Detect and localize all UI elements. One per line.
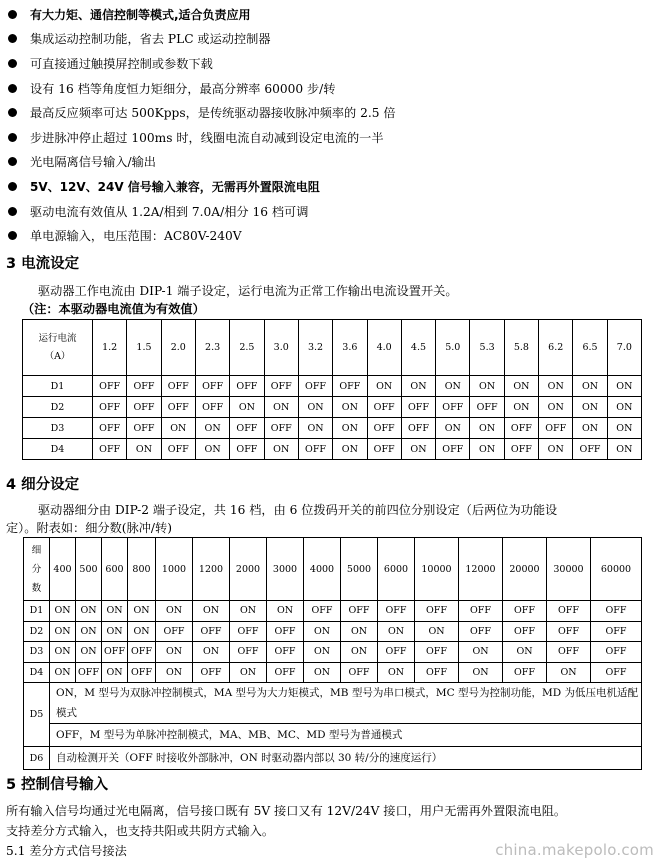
switch-cell: OFF [415, 601, 459, 622]
switch-cell: OFF [193, 621, 230, 642]
switch-cell: OFF [539, 418, 573, 439]
row-label: D4 [24, 662, 50, 683]
switch-cell: ON [76, 601, 102, 622]
switch-cell: OFF [503, 662, 547, 683]
switch-cell: OFF [264, 376, 298, 397]
switch-cell: ON [470, 439, 504, 460]
switch-cell: OFF [264, 418, 298, 439]
switch-cell: OFF [161, 376, 195, 397]
step-value: 2000 [230, 538, 267, 601]
switch-cell: ON [264, 397, 298, 418]
switch-cell: ON [76, 621, 102, 642]
row-label: D3 [24, 642, 50, 663]
feature-item [8, 125, 656, 150]
d5-off-description: OFF，M 型号为单脉冲控制模式，MA、MB、MC、MD 型号为普通模式 [50, 724, 642, 747]
switch-cell: ON [50, 621, 76, 642]
bullet-icon [8, 59, 17, 68]
switch-cell: ON [401, 439, 435, 460]
switch-cell: ON [156, 642, 193, 663]
table-row [23, 376, 642, 397]
switch-cell: ON [470, 418, 504, 439]
switch-cell: OFF [93, 397, 127, 418]
switch-cell: ON [459, 662, 503, 683]
bullet-icon [8, 231, 17, 240]
current-value: 2.3 [195, 320, 229, 376]
switch-cell: ON [607, 376, 641, 397]
section-3-note: （注：本驱动器电流值为有效值） [22, 302, 205, 316]
switch-cell: ON [298, 397, 332, 418]
table-row [23, 397, 642, 418]
switch-cell: ON [436, 418, 470, 439]
microstep-table [23, 537, 642, 770]
feature-text: 集成运动控制功能，省去 PLC 或运动控制器 [30, 32, 271, 47]
switch-cell: OFF [230, 621, 267, 642]
switch-cell: OFF [298, 376, 332, 397]
switch-cell: OFF [591, 642, 642, 663]
switch-cell: OFF [161, 439, 195, 460]
switch-cell: OFF [547, 621, 591, 642]
d5-on-description: ON，M 型号为双脉冲控制模式，MA 型号为大力矩模式，MB 型号为串口模式，MC 型号为控制功能，MD 为低压电机适配模式 [50, 683, 642, 724]
current-value: 5.0 [436, 320, 470, 376]
bullet-icon [8, 84, 17, 93]
switch-cell: OFF [267, 662, 304, 683]
feature-text: 光电隔离信号输入/输出 [30, 155, 156, 170]
switch-cell: OFF [93, 376, 127, 397]
switch-cell: ON [573, 397, 607, 418]
switch-cell: OFF [591, 621, 642, 642]
switch-cell: ON [378, 662, 415, 683]
switch-cell: OFF [230, 418, 264, 439]
table-row-d5 [24, 683, 642, 724]
current-value: 6.2 [539, 320, 573, 376]
switch-cell: ON [127, 439, 161, 460]
section-3-heading: 3 电流设定 [6, 256, 80, 272]
switch-cell: ON [333, 439, 367, 460]
switch-cell: ON [128, 621, 156, 642]
section-3-paragraph: 驱动器工作电流由 DIP-1 端子设定，运行电流为正常工作输出电流设置开关。 [38, 284, 458, 298]
feature-item [8, 223, 656, 248]
step-value: 6000 [378, 538, 415, 601]
feature-text: 5V、12V、24V 信号输入兼容，无需再外置限流电阻 [30, 179, 320, 194]
switch-cell: ON [607, 397, 641, 418]
switch-cell: OFF [195, 397, 229, 418]
switch-cell: ON [436, 376, 470, 397]
feature-item [8, 76, 656, 101]
step-value: 30000 [547, 538, 591, 601]
feature-text: 驱动电流有效值从 1.2A/相到 7.0A/相分 16 档可调 [30, 204, 309, 219]
current-value: 7.0 [607, 320, 641, 376]
row-label: D3 [23, 418, 93, 439]
switch-cell: ON [193, 601, 230, 622]
switch-cell: ON [76, 642, 102, 663]
switch-cell: ON [401, 376, 435, 397]
switch-cell: OFF [401, 418, 435, 439]
switch-cell: OFF [470, 397, 504, 418]
switch-cell: OFF [378, 642, 415, 663]
switch-cell: OFF [267, 621, 304, 642]
switch-cell: ON [102, 621, 128, 642]
feature-item [8, 100, 656, 125]
current-value: 4.5 [401, 320, 435, 376]
current-value: 3.6 [333, 320, 367, 376]
switch-cell: ON [156, 601, 193, 622]
switch-cell: ON [102, 601, 128, 622]
switch-cell: OFF [547, 601, 591, 622]
current-table [22, 319, 642, 460]
switch-cell: OFF [298, 439, 332, 460]
step-value: 20000 [503, 538, 547, 601]
switch-cell: OFF [161, 397, 195, 418]
switch-cell: OFF [401, 397, 435, 418]
switch-cell: ON [50, 662, 76, 683]
switch-cell: ON [378, 621, 415, 642]
section-5-line-2: 支持差分方式输入，也支持共阳或共阴方式输入。 [6, 824, 275, 838]
step-value: 1200 [193, 538, 230, 601]
switch-cell: OFF [459, 601, 503, 622]
switch-cell: ON [230, 662, 267, 683]
switch-cell: ON [195, 418, 229, 439]
current-value: 3.2 [298, 320, 332, 376]
switch-cell: OFF [127, 418, 161, 439]
section-4-paragraph-line-1: 驱动器细分由 DIP-2 端子设定，共 16 档，由 6 位拨码开关的前四位分别设定（后两位为功能设 [38, 503, 558, 517]
switch-cell: OFF [547, 642, 591, 663]
step-value: 3000 [267, 538, 304, 601]
switch-cell: OFF [415, 642, 459, 663]
switch-cell: OFF [267, 642, 304, 663]
switch-cell: ON [539, 397, 573, 418]
switch-cell: OFF [193, 662, 230, 683]
feature-text: 可直接通过触摸屏控制或参数下载 [30, 56, 213, 71]
current-value: 6.5 [573, 320, 607, 376]
current-value: 3.0 [264, 320, 298, 376]
switch-cell: OFF [127, 397, 161, 418]
switch-cell: ON [367, 376, 401, 397]
row-label: D1 [24, 601, 50, 622]
current-value: 2.5 [230, 320, 264, 376]
switch-cell: ON [503, 642, 547, 663]
switch-cell: OFF [591, 662, 642, 683]
switch-cell: ON [230, 397, 264, 418]
current-value: 1.5 [127, 320, 161, 376]
switch-cell: ON [607, 439, 641, 460]
switch-cell: ON [128, 601, 156, 622]
switch-cell: ON [50, 642, 76, 663]
table-row [23, 418, 642, 439]
switch-cell: OFF [195, 376, 229, 397]
switch-cell: OFF [503, 601, 547, 622]
current-value: 1.2 [93, 320, 127, 376]
feature-item [8, 150, 656, 175]
switch-cell: OFF [504, 418, 538, 439]
bullet-icon [8, 10, 17, 19]
switch-cell: OFF [367, 418, 401, 439]
step-value: 5000 [341, 538, 378, 601]
switch-cell: ON [102, 662, 128, 683]
switch-cell: OFF [591, 601, 642, 622]
switch-cell: OFF [504, 439, 538, 460]
d6-description: 自动检测开关（OFF 时接收外部脉冲，ON 时驱动器内部以 30 转/分的速度运行） [50, 747, 642, 770]
switch-cell: ON [304, 662, 341, 683]
switch-cell: ON [607, 418, 641, 439]
header-label [24, 538, 50, 601]
section-5-line-3: 5.1 差分方式信号接法 [6, 844, 127, 858]
bullet-icon [8, 207, 17, 216]
step-value: 60000 [591, 538, 642, 601]
switch-cell: ON [304, 621, 341, 642]
switch-cell: OFF [415, 662, 459, 683]
switch-cell: ON [333, 418, 367, 439]
switch-cell: ON [573, 376, 607, 397]
switch-cell: ON [193, 642, 230, 663]
feature-text: 步进脉冲停止超过 100ms 时，线圈电流自动减到设定电流的一半 [30, 130, 384, 145]
switch-cell: OFF [93, 439, 127, 460]
switch-cell: ON [156, 662, 193, 683]
feature-item [8, 174, 656, 199]
switch-cell: OFF [230, 376, 264, 397]
switch-cell: ON [470, 376, 504, 397]
switch-cell: OFF [459, 621, 503, 642]
switch-cell: ON [341, 642, 378, 663]
switch-cell: OFF [304, 601, 341, 622]
current-value: 4.0 [367, 320, 401, 376]
switch-cell: ON [539, 376, 573, 397]
step-value: 500 [76, 538, 102, 601]
current-value: 5.8 [504, 320, 538, 376]
row-label: D1 [23, 376, 93, 397]
table-row [24, 662, 642, 683]
bullet-icon [8, 157, 17, 166]
switch-cell: OFF [573, 439, 607, 460]
table-row-d5-off [24, 724, 642, 747]
step-value: 600 [102, 538, 128, 601]
feature-text: 单电源输入，电压范围：AC80V-240V [30, 229, 242, 244]
table-header-row [24, 538, 642, 601]
current-value: 5.3 [470, 320, 504, 376]
switch-cell: OFF [102, 642, 128, 663]
row-label: D5 [24, 683, 50, 747]
switch-cell: ON [547, 662, 591, 683]
bullet-icon [8, 34, 17, 43]
switch-cell: OFF [128, 642, 156, 663]
switch-cell: OFF [333, 376, 367, 397]
switch-cell: OFF [367, 439, 401, 460]
switch-cell: ON [50, 601, 76, 622]
watermark: china.makepolo.com [495, 841, 654, 859]
header-label-text: 细分数 [31, 544, 42, 594]
row-label: D2 [23, 397, 93, 418]
switch-cell: ON [333, 397, 367, 418]
switch-cell: ON [573, 418, 607, 439]
step-value: 4000 [304, 538, 341, 601]
switch-cell: ON [264, 439, 298, 460]
step-value: 800 [128, 538, 156, 601]
switch-cell: OFF [230, 642, 267, 663]
current-value: 2.0 [161, 320, 195, 376]
switch-cell: OFF [76, 662, 102, 683]
switch-cell: OFF [230, 439, 264, 460]
step-value: 12000 [459, 538, 503, 601]
feature-text: 设有 16 档等角度恒力矩细分，最高分辨率 60000 步/转 [30, 81, 336, 96]
table-header-row [23, 320, 642, 376]
feature-text: 有大力矩、通信控制等模式,适合负责应用 [30, 7, 251, 22]
switch-cell: ON [504, 376, 538, 397]
switch-cell: OFF [367, 397, 401, 418]
step-value: 400 [50, 538, 76, 601]
switch-cell: ON [539, 439, 573, 460]
feature-item [8, 2, 656, 27]
switch-cell: ON [230, 601, 267, 622]
switch-cell: ON [195, 439, 229, 460]
table-row [24, 642, 642, 663]
bullet-icon [8, 108, 17, 117]
switch-cell: OFF [93, 418, 127, 439]
table-row [24, 601, 642, 622]
section-4-paragraph-line-2: 定）。附表如：细分数(脉冲/转) [6, 521, 172, 535]
switch-cell: OFF [378, 601, 415, 622]
switch-cell: OFF [436, 397, 470, 418]
switch-cell: OFF [503, 621, 547, 642]
feature-list [8, 2, 656, 248]
switch-cell: OFF [341, 662, 378, 683]
switch-cell: OFF [341, 601, 378, 622]
switch-cell: OFF [156, 621, 193, 642]
table-row [24, 621, 642, 642]
row-label: D4 [23, 439, 93, 460]
switch-cell: ON [415, 621, 459, 642]
feature-text: 最高反应频率可达 500Kpps，是传统驱动器接收脉冲频率的 2.5 倍 [30, 106, 396, 121]
step-value: 10000 [415, 538, 459, 601]
switch-cell: ON [267, 601, 304, 622]
switch-cell: ON [504, 397, 538, 418]
feature-item [8, 27, 656, 52]
feature-item [8, 51, 656, 76]
table-row [23, 439, 642, 460]
switch-cell: OFF [436, 439, 470, 460]
section-5-line-1: 所有输入信号均通过光电隔离，信号接口既有 5V 接口又有 12V/24V 接口，用户无需再外置限流电阻。 [6, 804, 567, 818]
section-4-heading: 4 细分设定 [6, 477, 80, 493]
row-label: D6 [24, 747, 50, 770]
table-row-d6 [24, 747, 642, 770]
switch-cell: ON [161, 418, 195, 439]
switch-cell: OFF [127, 376, 161, 397]
switch-cell: ON [341, 621, 378, 642]
header-label: 运行电流（A） [23, 320, 93, 376]
section-5-heading: 5 控制信号输入 [6, 777, 109, 793]
row-label: D2 [24, 621, 50, 642]
bullet-icon [8, 133, 17, 142]
feature-item [8, 199, 656, 224]
switch-cell: ON [304, 642, 341, 663]
switch-cell: OFF [128, 662, 156, 683]
bullet-icon [8, 182, 17, 191]
step-value: 1000 [156, 538, 193, 601]
switch-cell: ON [459, 642, 503, 663]
switch-cell: ON [298, 418, 332, 439]
